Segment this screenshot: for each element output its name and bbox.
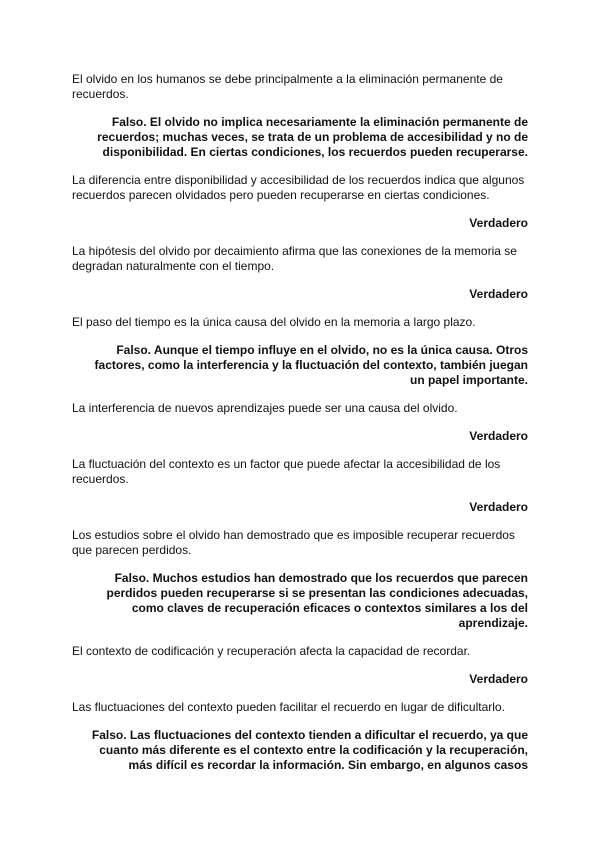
answer-text: Verdadero [469, 216, 528, 230]
statement-text: La diferencia entre disponibilidad y accesibilidad de los recuerdos indica que algunos recuerdos parecen olvidados pero pueden recuperarse en ciertas condiciones. [72, 173, 525, 202]
statement-text: Los estudios sobre el olvido han demostrado que es imposible recuperar recuerdos que parecen perdidos. [72, 528, 515, 557]
answer-text: Falso. Muchos estudios han demostrado que los recuerdos que parecen perdidos pueden recuperarse si se presentan las condiciones adecuadas, como claves de recuperación eficaces o contextos similares a los del aprendizaje. [106, 571, 528, 630]
answer-text: Falso. Las fluctuaciones del contexto tienden a dificultar el recuerdo, ya que cuanto más diferente es el contexto entre la codificación y la recuperación, más difícil es recordar la información. Sin embargo, en algunos casos [91, 728, 528, 772]
statement-text: La fluctuación del contexto es un factor que puede afectar la accesibilidad de los recuerdos. [72, 457, 501, 486]
answer-text: Falso. Aunque el tiempo influye en el olvido, no es la única causa. Otros factores, como la interferencia y la fluctuación del contexto, también juegan un papel importante. [94, 343, 528, 387]
answer-text: Verdadero [469, 287, 528, 301]
statement-text: La hipótesis del olvido por decaimiento afirma que las conexiones de la memoria se degradan naturalmente con el tiempo. [72, 244, 517, 273]
question-item-2 [72, 173, 528, 231]
question-item-3 [72, 244, 528, 302]
question-item-5 [72, 401, 528, 444]
statement-text: El paso del tiempo es la única causa del olvido en la memoria a largo plazo. [72, 315, 476, 329]
question-item-4 [72, 315, 528, 388]
answer-text: Verdadero [469, 500, 528, 514]
question-item-6 [72, 457, 528, 515]
statement-text: El olvido en los humanos se debe principalmente a la eliminación permanente de recuerdos. [72, 72, 503, 101]
answer-text: Verdadero [469, 429, 528, 443]
statement-text: Las fluctuaciones del contexto pueden facilitar el recuerdo en lugar de dificultarlo. [72, 700, 505, 714]
statement-text: El contexto de codificación y recuperación afecta la capacidad de recordar. [72, 644, 471, 658]
question-item-8 [72, 644, 528, 687]
answer-text: Falso. El olvido no implica necesariamente la eliminación permanente de recuerdos; muchas veces, se trata de un problema de accesibilidad y no de disponibilidad. En ciertas condiciones, los recuerdos pueden recuperarse. [97, 115, 528, 159]
statement-text: La interferencia de nuevos aprendizajes puede ser una causa del olvido. [72, 401, 458, 415]
document-page [72, 72, 528, 786]
question-item-7 [72, 528, 528, 631]
answer-text: Verdadero [469, 672, 528, 686]
question-item-9 [72, 700, 528, 773]
question-item-1 [72, 72, 528, 160]
